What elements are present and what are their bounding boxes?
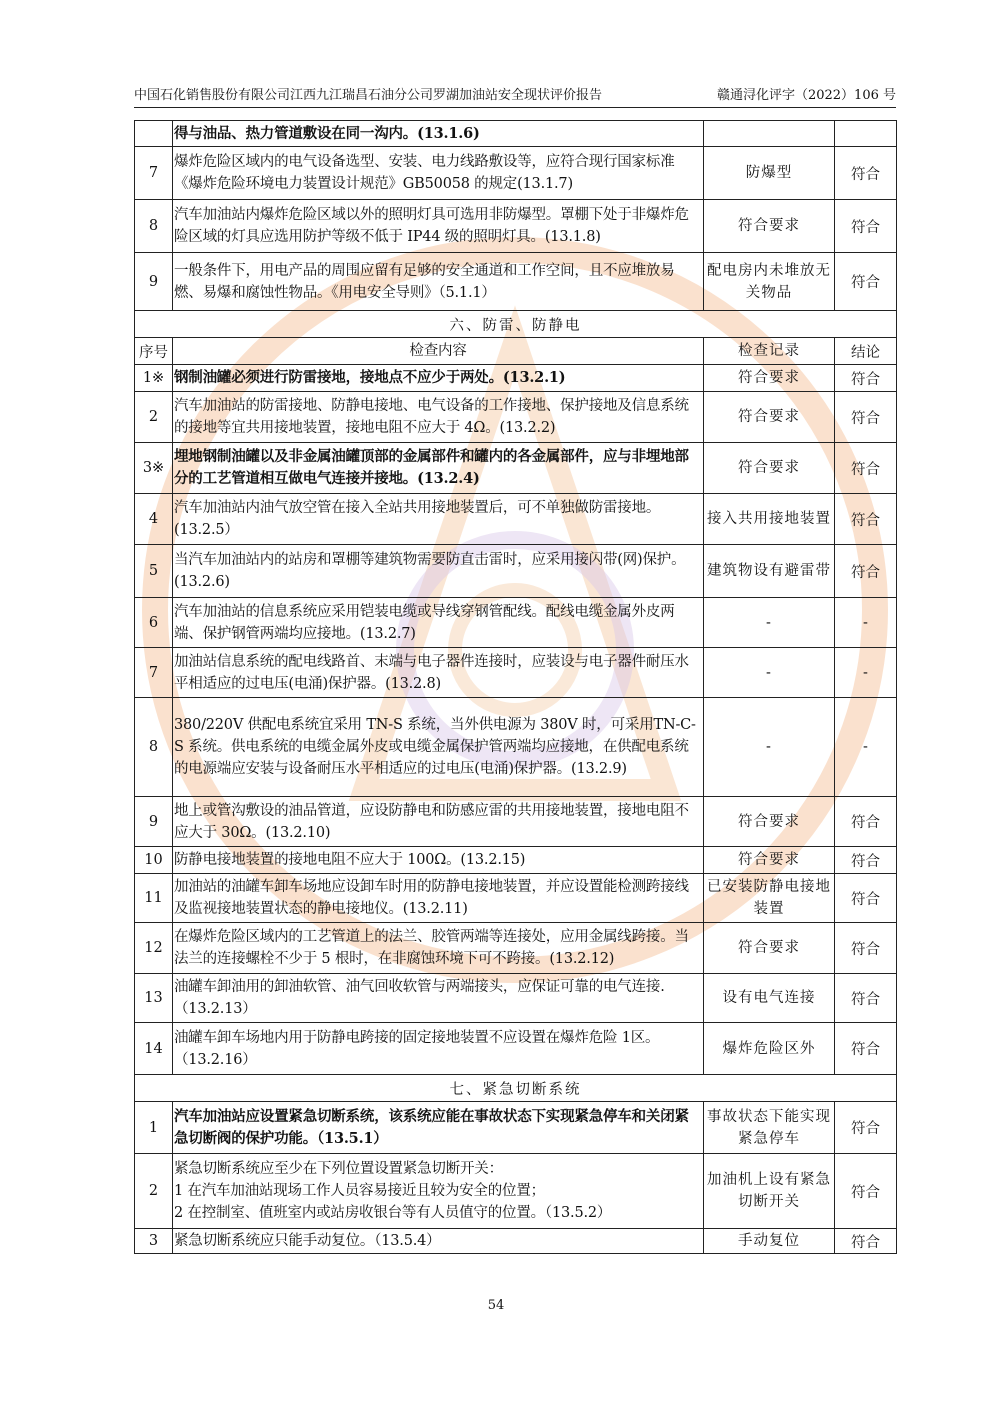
check-record: 符合要求 (704, 365, 835, 392)
conclusion: 符合 (835, 1229, 897, 1254)
check-content: 地上或管沟敷设的油品管道，应设防静电和防感应雷的共用接地装置，接地电阻不应大于 30Ω。(13.2.10) (173, 797, 704, 847)
row-number: 3※ (135, 443, 173, 494)
table-row (135, 200, 897, 253)
check-content: 防静电接地装置的接地电阻不应大于 100Ω。(13.2.15) (173, 847, 704, 874)
col-header-conclusion: 结论 (835, 338, 897, 365)
header-rule (134, 107, 896, 108)
row-number: 1 (135, 1102, 173, 1154)
check-content: 埋地钢制油罐以及非金属油罐顶部的金属部件和罐内的各金属部件，应与非埋地部分的工艺管道相互做电气连接并接地。(13.2.4) (173, 443, 704, 494)
table-row (135, 974, 897, 1023)
check-record: 符合要求 (704, 797, 835, 847)
check-content: 汽车加油站的防雷接地、防静电接地、电气设备的工作接地、保护接地及信息系统的接地等宜共用接地装置，接地电阻不应大于 4Ω。(13.2.2) (173, 392, 704, 443)
col-header-record: 检查记录 (704, 338, 835, 365)
page-number: 54 (487, 1298, 505, 1313)
check-content: 汽车加油站内爆炸危险区域以外的照明灯具可选用非防爆型。罩棚下处于非爆炸危险区域的灯具应选用防护等级不低于 IP44 级的照明灯具。(13.1.8) (173, 200, 704, 253)
table-row (135, 494, 897, 545)
row-number: 11 (135, 874, 173, 923)
conclusion: 符合 (835, 200, 897, 253)
check-record: 符合要求 (704, 392, 835, 443)
table-row (135, 1023, 897, 1075)
check-record: 事故状态下能实现紧急停车 (704, 1102, 835, 1154)
check-content: 加油站的油罐车卸车场地应设卸车时用的防静电接地装置，并应设置能检测跨接线及监视接地装置状态的静电接地仪。(13.2.11) (173, 874, 704, 923)
table-row (135, 1229, 897, 1254)
check-content: 紧急切断系统应只能手动复位。（13.5.4） (173, 1229, 704, 1254)
row-number: 5 (135, 545, 173, 598)
check-content: 汽车加油站内油气放空管在接入全站共用接地装置后，可不单独做防雷接地。(13.2.5） (173, 494, 704, 545)
row-number: 3 (135, 1229, 173, 1254)
row-number: 8 (135, 200, 173, 253)
row-number: 6 (135, 598, 173, 648)
conclusion: 符合 (835, 545, 897, 598)
table-row (135, 648, 897, 698)
row-number: 9 (135, 797, 173, 847)
table-row (135, 874, 897, 923)
check-record: 加油机上设有紧急切断开关 (704, 1154, 835, 1229)
table-row (135, 923, 897, 974)
row-number: 10 (135, 847, 173, 874)
check-record: 接入共用接地装置 (704, 494, 835, 545)
check-content: 一般条件下，用电产品的周围应留有足够的安全通道和工作空间，且不应堆放易燃、易爆和腐蚀性物品。《用电安全导则》（5.1.1） (173, 253, 704, 311)
row-number: 9 (135, 253, 173, 311)
section-title: 七、紧急切断系统 (135, 1075, 897, 1102)
col-header-content: 检查内容 (173, 338, 704, 365)
conclusion: 符合 (835, 847, 897, 874)
section-row (135, 311, 897, 338)
check-record: 符合要求 (704, 847, 835, 874)
conclusion: - (835, 648, 897, 698)
conclusion: 符合 (835, 923, 897, 974)
conclusion (835, 121, 897, 147)
conclusion: 符合 (835, 443, 897, 494)
row-number (135, 121, 173, 147)
check-content: 加油站信息系统的配电线路首、末端与电子器件连接时，应装设与电子器件耐压水平相适应的过电压(电涌)保护器。(13.2.8) (173, 648, 704, 698)
table-row (135, 545, 897, 598)
table-row (135, 1102, 897, 1154)
check-content: 汽车加油站应设置紧急切断系统，该系统应能在事故状态下实现紧急停车和关闭紧急切断阀的保护功能。（13.5.1） (173, 1102, 704, 1154)
table-header-row (135, 338, 897, 365)
conclusion: 符合 (835, 1023, 897, 1075)
report-number: 赣通浔化评字（2022）106 号 (716, 88, 896, 103)
conclusion: 符合 (835, 365, 897, 392)
row-number: 12 (135, 923, 173, 974)
check-record: 爆炸危险区外 (704, 1023, 835, 1075)
check-record: - (704, 698, 835, 797)
row-number: 1※ (135, 365, 173, 392)
conclusion: 符合 (835, 1102, 897, 1154)
inspection-table (134, 120, 897, 1254)
table-row (135, 797, 897, 847)
row-number: 14 (135, 1023, 173, 1075)
conclusion: 符合 (835, 147, 897, 200)
inspection-table-body (135, 121, 897, 1254)
check-record: 防爆型 (704, 147, 835, 200)
check-record: - (704, 648, 835, 698)
check-content: 当汽车加油站内的站房和罩棚等建筑物需要防直击雷时，应采用接闪带(网)保护。(13.2.6) (173, 545, 704, 598)
check-content: 爆炸危险区域内的电气设备选型、安装、电力线路敷设等，应符合现行国家标准《爆炸危险环境电力装置设计规范》GB50058 的规定(13.1.7) (173, 147, 704, 200)
check-record: 符合要求 (704, 923, 835, 974)
check-record: 设有电气连接 (704, 974, 835, 1023)
row-number: 13 (135, 974, 173, 1023)
conclusion: 符合 (835, 494, 897, 545)
section-title: 六、防雷、防静电 (135, 311, 897, 338)
check-record: 符合要求 (704, 443, 835, 494)
table-row (135, 253, 897, 311)
conclusion: 符合 (835, 974, 897, 1023)
table-row (135, 698, 897, 797)
row-number: 2 (135, 1154, 173, 1229)
table-row (135, 847, 897, 874)
check-record: - (704, 598, 835, 648)
check-content: 紧急切断系统应至少在下列位置设置紧急切断开关： 1 在汽车加油站现场工作人员容易接近且较为安全的位置； 2 在控制室、值班室内或站房收银台等有人员值守的位置。（13.5.2） (173, 1154, 704, 1229)
check-content: 汽车加油站的信息系统应采用铠装电缆或导线穿钢管配线。配线电缆金属外皮两端、保护钢管两端均应接地。(13.2.7) (173, 598, 704, 648)
header-title: 中国石化销售股份有限公司江西九江瑞昌石油分公司罗湖加油站安全现状评价报告 (134, 88, 603, 103)
check-content: 得与油品、热力管道敷设在同一沟内。(13.1.6) (173, 121, 704, 147)
conclusion: 符合 (835, 797, 897, 847)
check-content: 在爆炸危险区域内的工艺管道上的法兰、胶管两端等连接处，应用金属线跨接。当法兰的连接螺栓不少于 5 根时，在非腐蚀环境下可不跨接。(13.2.12) (173, 923, 704, 974)
conclusion: 符合 (835, 1154, 897, 1229)
check-record: 手动复位 (704, 1229, 835, 1254)
table-row (135, 392, 897, 443)
check-content: 钢制油罐必须进行防雷接地，接地点不应少于两处。(13.2.1) (173, 365, 704, 392)
check-record: 配电房内未堆放无关物品 (704, 253, 835, 311)
table-row (135, 365, 897, 392)
conclusion: 符合 (835, 253, 897, 311)
table-row (135, 598, 897, 648)
col-header-no: 序号 (135, 338, 173, 365)
check-record: 符合要求 (704, 200, 835, 253)
check-content: 油罐车卸油用的卸油软管、油气回收软管与两端接头，应保证可靠的电气连接.（13.2.13） (173, 974, 704, 1023)
row-number: 4 (135, 494, 173, 545)
check-record: 建筑物设有避雷带 (704, 545, 835, 598)
conclusion: - (835, 598, 897, 648)
row-number: 8 (135, 698, 173, 797)
row-number: 7 (135, 147, 173, 200)
table-row (135, 443, 897, 494)
check-content: 油罐车卸车场地内用于防静电跨接的固定接地装置不应设置在爆炸危险 1区。（13.2.16） (173, 1023, 704, 1075)
row-number: 7 (135, 648, 173, 698)
check-content: 380/220V 供配电系统宜采用 TN-S 系统，当外供电源为 380V 时，可采用TN-C-S 系统。供电系统的电缆金属外皮或电缆金属保护管两端均应接地，在供配电系统的电源端应安装与设备耐压水平相适应的过电压(电涌)保护器。(13.2.9) (173, 698, 704, 797)
check-record (704, 121, 835, 147)
table-row (135, 121, 897, 147)
table-row (135, 147, 897, 200)
conclusion: - (835, 698, 897, 797)
check-record: 已安装防静电接地装置 (704, 874, 835, 923)
conclusion: 符合 (835, 392, 897, 443)
section-row (135, 1075, 897, 1102)
conclusion: 符合 (835, 874, 897, 923)
row-number: 2 (135, 392, 173, 443)
table-row (135, 1154, 897, 1229)
